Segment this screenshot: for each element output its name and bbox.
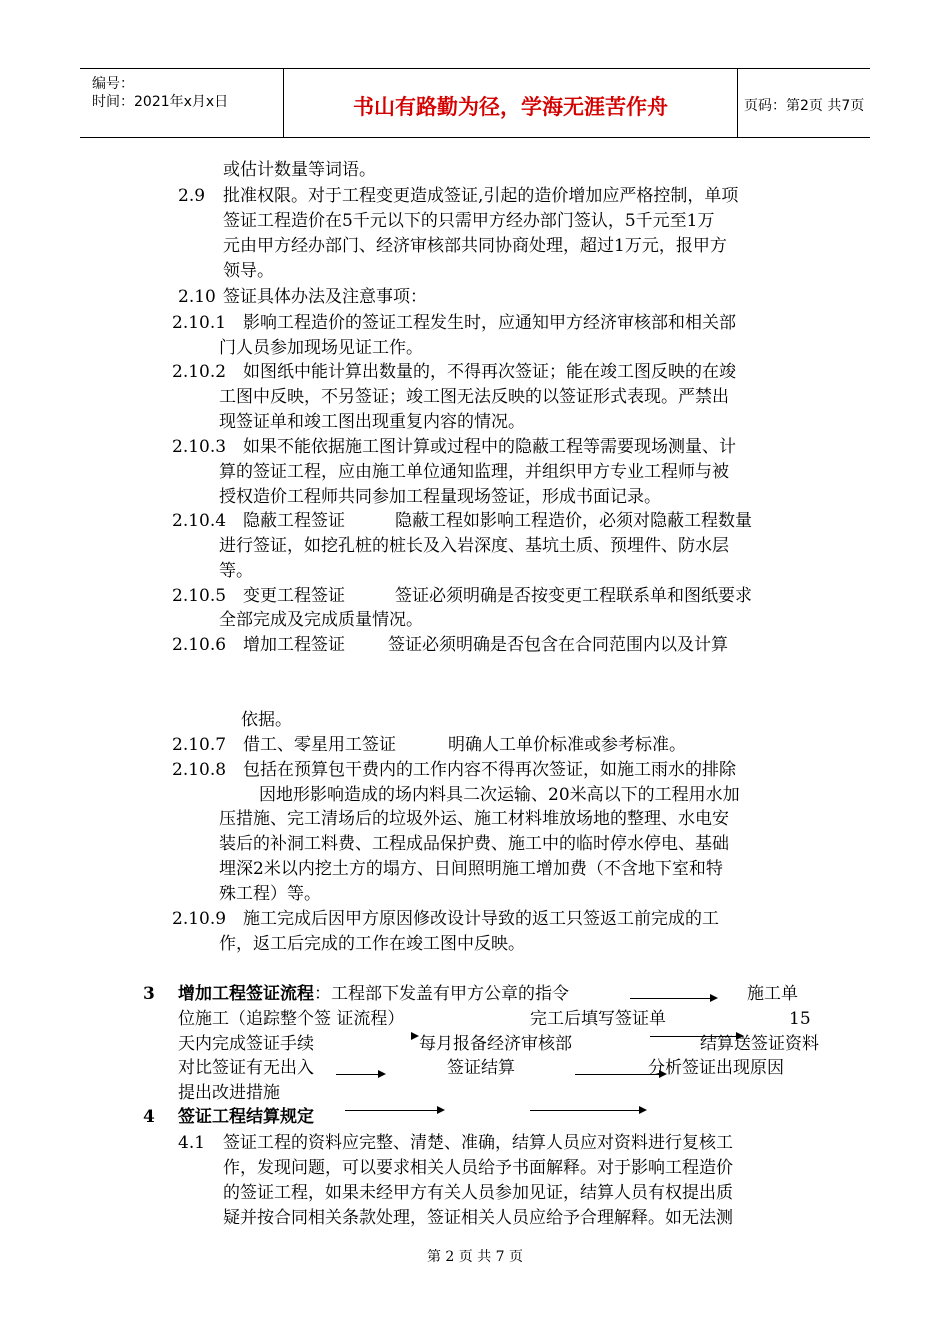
text-line: 签证必须明确是否包含在合同范围内以及计算 (388, 635, 728, 655)
text-line: 施工单 (747, 984, 798, 1004)
text-line: 的签证工程，如果未经甲方有关人员参加见证，结算人员有权提出质 (223, 1183, 733, 1203)
text-line: 批准权限。对于工程变更造成签证,引起的造价增加应严格控制，单项 (223, 186, 739, 206)
text-line: 元由甲方经办部门、经济审核部共同协商处理，超过1万元，报甲方 (223, 236, 727, 256)
flow-arrow (630, 998, 716, 999)
header-right-cell (736, 69, 870, 137)
clause-number: 2.10 (178, 287, 216, 307)
text-line: 借工、零星用工签证 (243, 735, 396, 755)
header-page-info: 页码：第2页 共7页 (744, 98, 865, 114)
text-line: 算的签证工程，应由施工单位通知监理，并组织甲方专业工程师与被 (219, 462, 729, 482)
clause-number: 2.9 (178, 186, 206, 206)
text-line: 施工完成后因甲方原因修改设计导致的返工只签返工前完成的工 (243, 909, 719, 929)
text-line: 作，返工后完成的工作在竣工图中反映。 (219, 934, 525, 954)
text-line: 签证必须明确是否按变更工程联系单和图纸要求 (395, 586, 752, 606)
text-line: 领导。 (223, 261, 274, 281)
page-footer: 第 2 页 共 7 页 (426, 1249, 524, 1265)
clause-number: 2.10.8 (172, 760, 227, 780)
clause-number: 2.10.7 (172, 735, 227, 755)
text-line: 每月报备经济审核部 (419, 1034, 572, 1054)
text-line: 作，发现问题，可以要求相关人员给予书面解释。对于影响工程造价 (223, 1158, 733, 1178)
text-line: 依据。 (241, 710, 292, 730)
clause-number: 2.10.5 (172, 586, 227, 606)
text-line: 签证结算 (447, 1058, 515, 1078)
text-line: 15 (789, 1009, 811, 1029)
text-line: 签证工程造价在5千元以下的只需甲方经办部门签认，5千元至1万 (223, 211, 715, 231)
flow-arrow (345, 1110, 443, 1111)
text-line: 授权造价工程师共同参加工程量现场签证，形成书面记录。 (219, 487, 661, 507)
header-motto: 书山有路勤为径，学海无涯苦作舟 (353, 95, 668, 119)
flow-arrow (530, 1110, 645, 1111)
text-line: 对比签证有无出入 (178, 1058, 314, 1078)
text-line: 提出改进措施 (178, 1083, 280, 1103)
clause-number: 2.10.3 (172, 437, 227, 457)
text-line: 增加工程签证 (243, 635, 345, 655)
text-line: 签证工程的资料应完整、清楚、准确，结算人员应对资料进行复核工 (223, 1133, 733, 1153)
flow-arrow-tail (387, 1036, 417, 1037)
text-line: 隐蔽工程如影响工程造价，必须对隐蔽工程数量 (395, 511, 752, 531)
text-line: 殊工程）等。 (219, 884, 321, 904)
text-line: 如图纸中能计算出数量的，不得再次签证；能在竣工图反映的在竣 (243, 362, 736, 382)
header-motto-cell (283, 69, 738, 137)
clause-number: 2.10.1 (172, 313, 227, 333)
clause-number: 2.10.6 (172, 635, 227, 655)
text-line: 变更工程签证 (243, 586, 345, 606)
text-line: 或估计数量等词语。 (223, 160, 376, 180)
text-line: 如果不能依据施工图计算或过程中的隐蔽工程等需要现场测量、计 (243, 437, 736, 457)
text-line: 明确人工单价标准或参考标准。 (448, 735, 686, 755)
section-title: 签证工程结算规定 (178, 1107, 314, 1127)
text-line: 装后的补洞工料费、工程成品保护费、施工中的临时停水停电、基础 (219, 834, 729, 854)
section-title: 增加工程签证流程 (178, 984, 314, 1004)
text-line: 天内完成签证手续 (178, 1034, 314, 1054)
text-line: 位施工（追踪整个签 证流程） (178, 1009, 405, 1029)
text-line: 结算送签证资料 (700, 1034, 819, 1054)
flow-arrow (336, 1074, 384, 1075)
text-line: 因地形影响造成的场内料具二次运输、20米高以下的工程用水加 (259, 785, 740, 805)
text-line: 签证具体办法及注意事项： (223, 287, 427, 307)
text-line: 门人员参加现场见证工作。 (219, 338, 423, 358)
text-line: 包括在预算包干费内的工作内容不得再次签证，如施工雨水的排除 (243, 760, 736, 780)
doc-number-label: 编号： (92, 76, 134, 92)
section-number: 3 (143, 984, 155, 1004)
text-line: 埋深2米以内挖土方的塌方、日间照明施工增加费（不含地下室和特 (219, 859, 723, 879)
clause-number: 2.10.9 (172, 909, 227, 929)
header-left-cell (80, 69, 283, 137)
text-line: 全部完成及完成质量情况。 (219, 610, 423, 630)
clause-number: 2.10.2 (172, 362, 227, 382)
doc-date: 时间：2021年x月x日 (92, 94, 229, 110)
page-header (80, 68, 870, 138)
text-line: 影响工程造价的签证工程发生时，应通知甲方经济审核部和相关部 (243, 313, 736, 333)
clause-number: 2.10.4 (172, 511, 227, 531)
section-number: 4 (143, 1107, 155, 1127)
text-line: 完工后填写签证单 (530, 1009, 666, 1029)
text-line: 隐蔽工程签证 (243, 511, 345, 531)
clause-number: 4.1 (178, 1133, 206, 1153)
text-line: 现签证单和竣工图出现重复内容的情况。 (219, 412, 525, 432)
text-line: 疑并按合同相关条款处理，签证相关人员应给予合理解释。如无法测 (223, 1208, 733, 1228)
text-line: ：工程部下发盖有甲方公章的指令 (314, 984, 569, 1004)
text-line: 工图中反映，不另签证；竣工图无法反映的以签证形式表现。严禁出 (219, 387, 729, 407)
text-line: 压措施、完工清场后的垃圾外运、施工材料堆放场地的整理、水电安 (219, 809, 729, 829)
text-line: 分析签证出现原因 (648, 1058, 784, 1078)
text-line: 等。 (219, 561, 253, 581)
text-line: 进行签证，如挖孔桩的桩长及入岩深度、基坑土质、预埋件、防水层 (219, 536, 729, 556)
